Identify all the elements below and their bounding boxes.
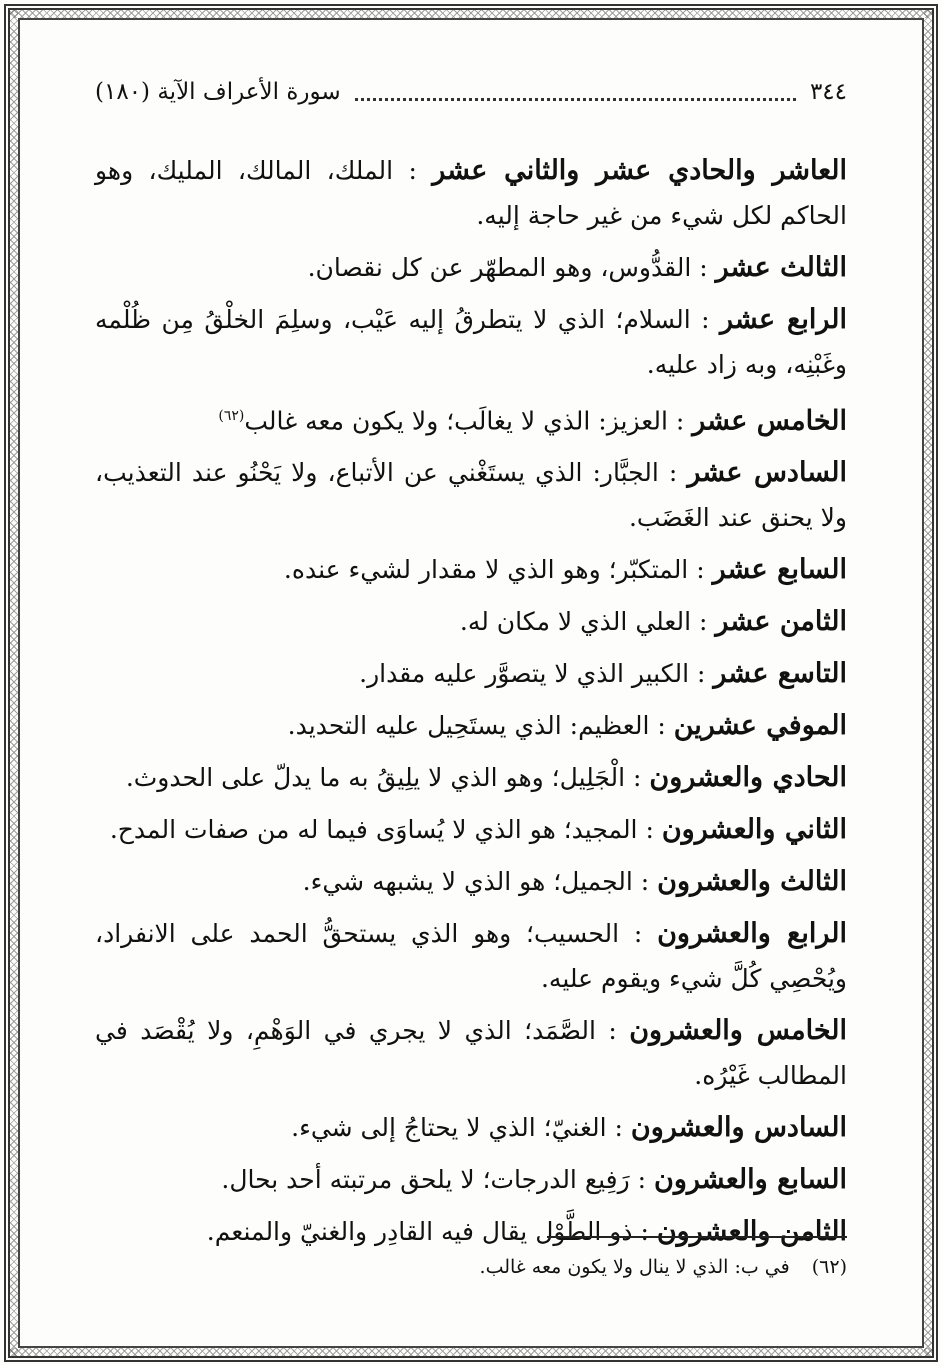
- entry: [95, 394, 847, 443]
- entry: [95, 651, 847, 696]
- entry-text: : العظيم: الذي يستَحِيل عليه التحديد.: [287, 711, 674, 741]
- entry: [95, 859, 847, 904]
- entry-term: الرابع والعشرون: [657, 918, 847, 950]
- entry-term: السادس عشر: [687, 457, 847, 489]
- entry: [95, 599, 847, 644]
- entry: [95, 547, 847, 592]
- entry: [95, 1209, 847, 1254]
- entry-text: : المجيد؛ هو الذي لا يُساوَى فيما له من صفات المدح.: [109, 815, 662, 845]
- entry-text: : الغنيّ؛ الذي لا يحتاجُ إلى شيء.: [291, 1113, 631, 1143]
- entry-term: الثاني والعشرون: [661, 814, 847, 846]
- entry-term: التاسع عشر: [713, 658, 847, 690]
- entry-term: الثالث والعشرون: [657, 866, 847, 898]
- entry-term: السابع والعشرون: [654, 1164, 847, 1196]
- entry-term: الموفي عشرين: [673, 710, 847, 742]
- entry: [95, 755, 847, 800]
- entry: [95, 911, 847, 1001]
- entry-term: السادس والعشرون: [630, 1112, 847, 1144]
- entry-term: الحادي والعشرون: [649, 762, 847, 794]
- entry-term: الخامس عشر: [692, 405, 847, 437]
- footnote-text: في ب: الذي لا ينال ولا يكون معه غالب.: [479, 1256, 790, 1278]
- entry: [95, 1105, 847, 1150]
- entry: [95, 1008, 847, 1098]
- entry-text: : العلي الذي لا مكان له.: [459, 607, 716, 637]
- entry-text: : العزيز: الذي لا يغالَب؛ ولا يكون معه غالب: [244, 406, 693, 436]
- entry-term: السابع عشر: [712, 554, 847, 586]
- page-body: [95, 148, 847, 1261]
- entry: [95, 1157, 847, 1202]
- entry-text: : رَفِيع الدرجات؛ لا يلحق مرتبته أحد بحال.: [221, 1165, 655, 1195]
- entry-term: الرابع عشر: [720, 304, 847, 335]
- entry-text: : ذو الطَّوْل يقال فيه القادِر والغنيّ والمنعم.: [206, 1217, 657, 1247]
- footnote-ref[interactable]: (٦٢): [218, 408, 245, 424]
- entry: [95, 148, 847, 238]
- entry-text: : الحسيب؛ وهو الذي يستحقُّ الحمد على الانفراد، ويُحْصِي كُلَّ شيء ويقوم عليه.: [95, 919, 847, 994]
- page-number: ٣٤٤: [809, 79, 847, 105]
- entry-term: الثامن عشر: [715, 606, 847, 638]
- entry-text: : الجميل؛ هو الذي لا يشبهه شيء.: [302, 867, 658, 897]
- entry-term: الخامس والعشرون: [629, 1015, 848, 1047]
- entry-text: : المتكبّر؛ وهو الذي لا مقدار لشيء عنده.: [283, 555, 713, 585]
- entry-text: : الصَّمَد؛ الذي لا يجري في الوَهْمِ، ولا يُقْصَد في المطالب غَيْرُه.: [95, 1016, 847, 1091]
- entry-text: : الكبير الذي لا يتصوَّر عليه مقدار.: [359, 659, 714, 689]
- entry: [95, 807, 847, 852]
- entry-text: : الملك، المالك، المليك، وهو الحاكم لكل شيء من غير حاجة إليه.: [95, 156, 847, 230]
- footnote-number: (٦٢): [811, 1256, 847, 1278]
- running-title: سورة الأعراف الآية (١٨٠): [95, 79, 341, 105]
- footnote: [95, 1256, 847, 1278]
- entry-text: : الْجَلِيل؛ وهو الذي لا يلِيقُ به ما يدلّ على الحدوث.: [125, 763, 650, 793]
- entry-term: الثامن والعشرون: [656, 1216, 847, 1248]
- running-header: [95, 72, 847, 112]
- entry-text: : الجبَّار: الذي يستَغْني عن الأتباع، ولا يَحْنُو عند التعذيب، ولا يحنق عند الغَضَب.: [95, 458, 847, 533]
- entry-term: العاشر والحادي عشر والثاني عشر: [432, 155, 848, 186]
- entry-text: : القدُّوس، وهو المطهّر عن كل نقصان.: [307, 253, 716, 282]
- entry: [95, 245, 847, 290]
- entry-term: الثالث عشر: [715, 252, 847, 283]
- entry: [95, 450, 847, 540]
- dotted-leader: [355, 84, 796, 101]
- entry: [95, 297, 847, 387]
- entry: [95, 703, 847, 748]
- footnote-rule: [547, 1236, 847, 1238]
- entry-text: : السلام؛ الذي لا يتطرقُ إليه عَيْب، وسلِمَ الخلْقُ مِن ظُلْمه وغَبْنِه، وبه زاد عليه.: [95, 305, 847, 379]
